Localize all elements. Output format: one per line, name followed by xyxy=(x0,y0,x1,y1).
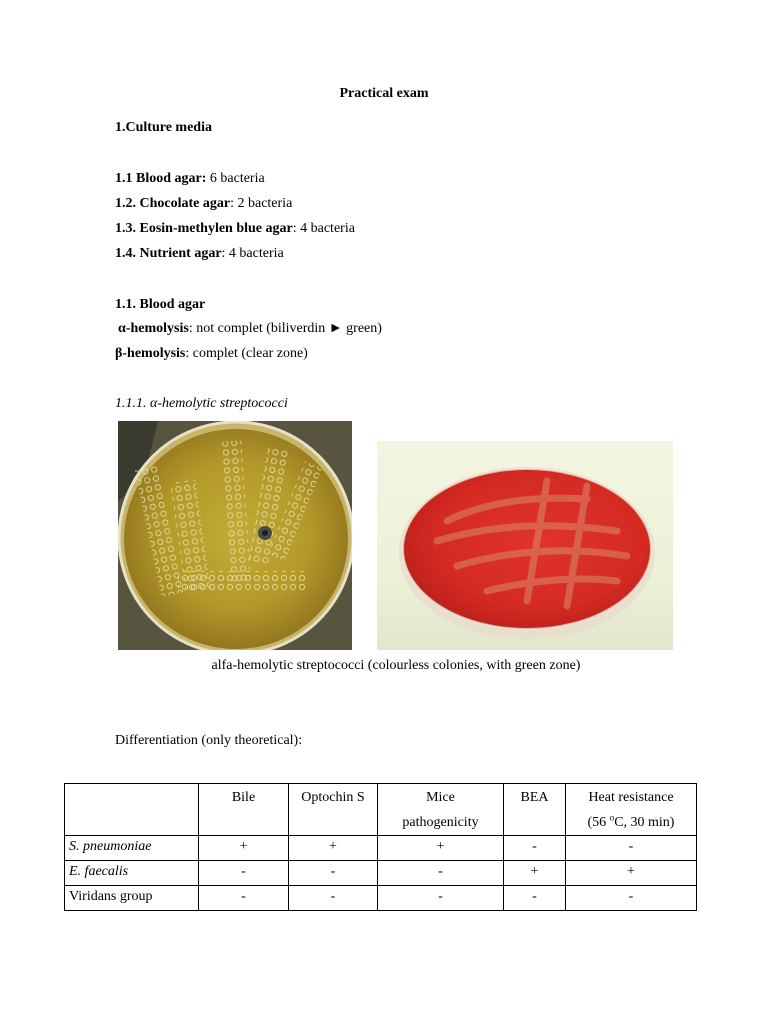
header-cell-optochin: Optochin S xyxy=(289,784,378,836)
header-cell-bile: Bile xyxy=(199,784,289,836)
table-row xyxy=(65,861,697,886)
section-heading-culture-media: 1.Culture media xyxy=(115,120,212,135)
agar-plate-2-image xyxy=(377,441,673,650)
agar-plate-1-image xyxy=(118,421,352,650)
table-cell: - xyxy=(378,861,504,886)
header-heat-line1: Heat resistance xyxy=(588,790,674,805)
beta-hemolysis-line xyxy=(115,346,308,362)
header-cell-empty xyxy=(65,784,199,836)
alpha-text: : not complet (biliverdin ► green) xyxy=(188,321,382,336)
table-row xyxy=(65,836,697,861)
table-cell: + xyxy=(378,836,504,861)
table-cell: - xyxy=(566,886,697,911)
header-heat-line2a: (56 xyxy=(587,815,610,830)
media-name: 1.2. Chocolate agar xyxy=(115,196,231,211)
table-cell: - xyxy=(504,886,566,911)
table-cell: - xyxy=(199,861,289,886)
header-cell-bea: BEA xyxy=(504,784,566,836)
differentiation-label: Differentiation (only theoretical): xyxy=(115,733,303,748)
table-cell: - xyxy=(199,886,289,911)
table-cell: - xyxy=(566,836,697,861)
table-cell: - xyxy=(504,836,566,861)
blood-agar-heading: 1.1. Blood agar xyxy=(115,297,206,312)
header-mice-line1: Mice xyxy=(426,790,455,805)
table-cell: - xyxy=(378,886,504,911)
agar-plate-photo-1 xyxy=(118,421,352,650)
media-name: 1.1 Blood agar: xyxy=(115,171,207,186)
media-value: 6 bacteria xyxy=(206,171,265,186)
media-line-nutrient-agar xyxy=(115,246,284,262)
subheading-alpha-strep: 1.1.1. α-hemolytic streptococci xyxy=(115,396,288,411)
table-cell: - xyxy=(289,861,378,886)
table-header-row xyxy=(65,784,697,836)
degree-sign: o xyxy=(609,812,615,823)
table-row xyxy=(65,886,697,911)
table-cell: + xyxy=(566,861,697,886)
header-heat-line2b: C, 30 min) xyxy=(614,815,675,830)
row-label: E. faecalis xyxy=(65,861,199,886)
photo-caption: alfa-hemolytic streptococci (colourless colonies, with green zone) xyxy=(211,658,581,673)
table-cell: - xyxy=(289,886,378,911)
header-mice-line2: pathogenicity xyxy=(402,815,479,830)
media-value: : 4 bacteria xyxy=(221,246,284,261)
media-name: 1.4. Nutrient agar xyxy=(115,246,222,261)
beta-label: β-hemolysis xyxy=(115,346,186,361)
media-value: : 4 bacteria xyxy=(292,221,355,236)
table-cell: + xyxy=(289,836,378,861)
media-value: : 2 bacteria xyxy=(230,196,293,211)
row-label: S. pneumoniae xyxy=(65,836,199,861)
row-label: Viridans group xyxy=(65,886,199,911)
header-cell-heat xyxy=(566,784,697,836)
beta-text: : complet (clear zone) xyxy=(185,346,308,361)
differentiation-table xyxy=(64,783,697,911)
alpha-label: α-hemolysis xyxy=(118,321,189,336)
media-line-blood-agar xyxy=(115,171,265,187)
media-line-emb-agar xyxy=(115,221,355,237)
header-cell-mice xyxy=(378,784,504,836)
media-line-chocolate-agar xyxy=(115,196,292,212)
table-cell: + xyxy=(504,861,566,886)
table-cell: + xyxy=(199,836,289,861)
alpha-hemolysis-line xyxy=(118,321,382,337)
page-title: Practical exam xyxy=(339,86,429,101)
media-name: 1.3. Eosin-methylen blue agar xyxy=(115,221,293,236)
agar-plate-photo-2 xyxy=(377,441,673,650)
